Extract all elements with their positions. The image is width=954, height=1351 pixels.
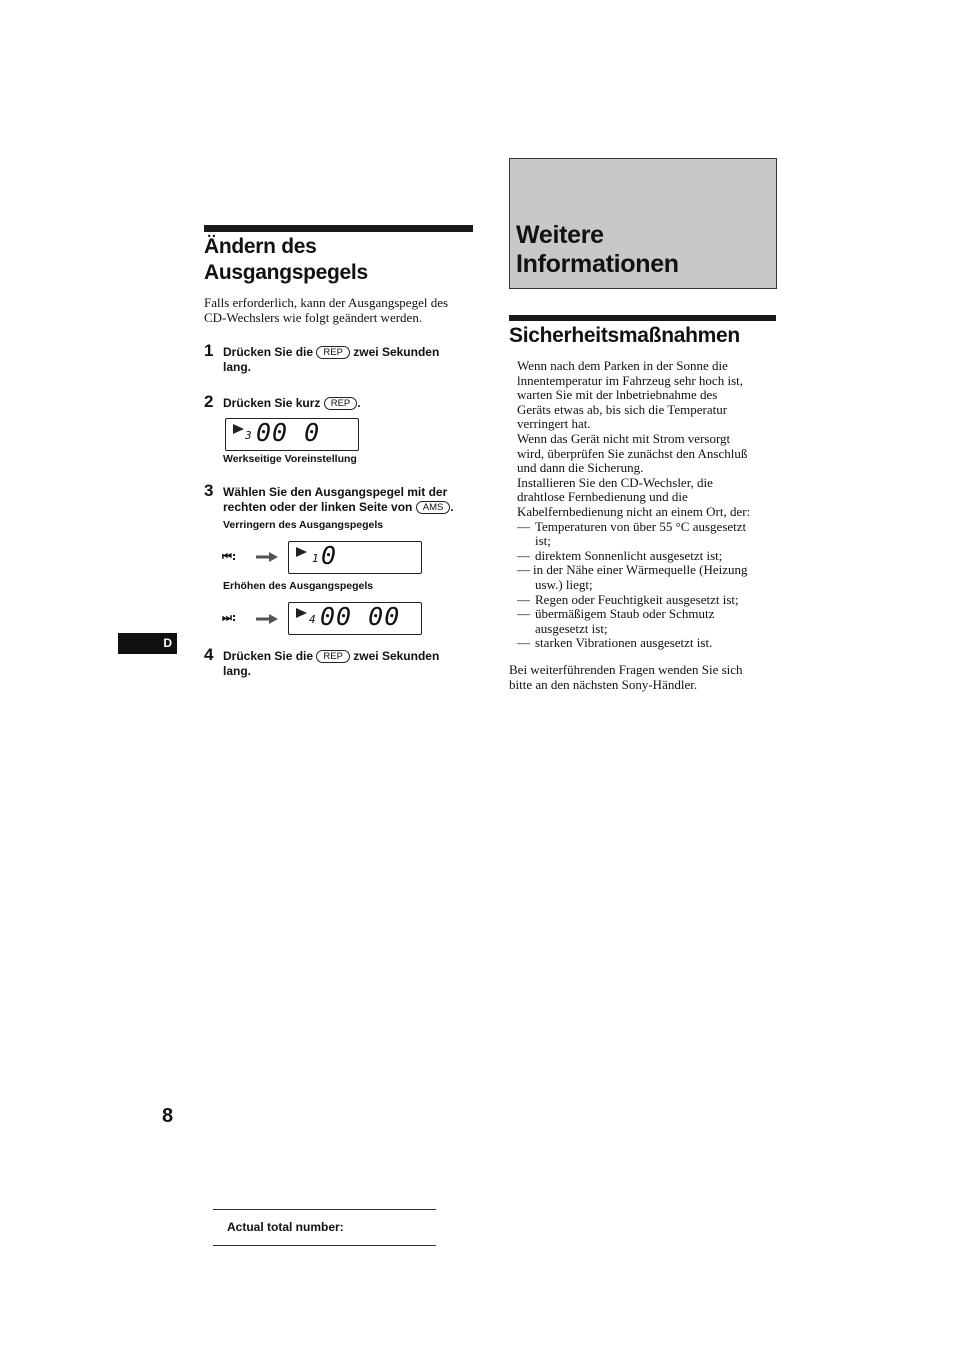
- intro-text: Falls erforderlich, kann der Ausgangspegel des CD-Wechslers wie folgt geändert werden.: [204, 295, 449, 325]
- section-rule: [509, 315, 776, 321]
- step-number: 1: [204, 341, 214, 360]
- list-item: — Temperaturen von über 55 °C ausgesetzt ist;: [517, 518, 747, 549]
- step-number: 2: [204, 392, 214, 411]
- footer-rule-top: [213, 1209, 436, 1210]
- lcd-display-decrease: 1 0: [288, 541, 422, 574]
- play-triangle-icon: [233, 424, 244, 434]
- chapter-title: Weitere Informationen: [516, 221, 679, 278]
- caption-increase: Erhöhen des Ausgangspegels: [223, 580, 374, 592]
- rep-key: REP: [316, 650, 350, 663]
- arrow-right-icon: [256, 552, 278, 562]
- section-heading: Ändern des Ausgangspegels: [204, 235, 368, 284]
- list-item: — starken Vibrationen ausgesetzt ist.: [517, 635, 713, 651]
- language-tab: D: [118, 633, 177, 654]
- prev-track-icon: ⏮:: [222, 550, 237, 563]
- section-heading: Sicherheitsmaßnahmen: [509, 324, 740, 347]
- step-text: Drücken Sie die REP zwei Sekunden lang.: [223, 649, 440, 678]
- chapter-title-box: [509, 158, 777, 289]
- list-item: — direktem Sonnenlicht ausgesetzt ist;: [517, 547, 723, 563]
- page-number: 8: [162, 1105, 174, 1127]
- list-item: — Regen oder Feuchtigkeit ausgesetzt ist;: [517, 591, 739, 607]
- footer-rule-bottom: [213, 1245, 436, 1246]
- next-track-icon: ⏭:: [222, 611, 237, 624]
- rep-key: REP: [324, 397, 358, 410]
- play-triangle-icon: [296, 608, 307, 618]
- list-item: — in der Nähe einer Wärmequelle (Heizung usw.) liegt;: [517, 562, 748, 592]
- safety-text: Wenn nach dem Parken in der Sonne die lnnentemperatur im Fahrzeug sehr hoch ist, warten Sie mit der lnbetriebnahme des Geräts etwas ab, bis sich die Temperatur verringert hat. Wenn das Gerät nicht mit Strom versorgt wird, überprüfen Sie zunächst den Anschluß und dann die Sicherung. Installieren Sie den CD-Wechsler, die drahtlose Fernbedienung und die Kabelfernbedienung nicht an einem Ort, der: — Temperaturen von über 55 °C ausgesetzt ist; — direktem Sonnenlicht ausgesetzt ist; — in der Nähe einer Wärmequelle (Heizung usw.) liegt; — Regen oder Feuchtigkeit ausgesetzt ist; — übermäßigem Staub oder Schmutz ausgesetzt ist; — starken Vibrationen ausgesetzt ist.: [517, 359, 779, 651]
- step-text: Drücken Sie kurz REP .: [223, 396, 361, 410]
- step-number: 3: [204, 481, 214, 500]
- display-caption: Werkseitige Voreinstellung: [223, 453, 357, 465]
- list-item: — übermäßigem Staub oder Schmutz ausgesetzt ist;: [517, 606, 715, 636]
- arrow-right-icon: [256, 614, 278, 624]
- lcd-display-default: 3 00 0: [225, 418, 359, 451]
- step-text: Wählen Sie den Ausgangspegel mit der rechten oder der linken Seite von AMS .: [223, 485, 454, 514]
- closing-text: Bei weiterführenden Fragen wenden Sie sich bitte an den nächsten Sony-Händler.: [509, 662, 743, 692]
- play-triangle-icon: [296, 547, 307, 557]
- section-rule: [204, 225, 473, 232]
- step-number: 4: [204, 645, 214, 664]
- step-text: Drücken Sie die REP zwei Sekunden lang.: [223, 345, 440, 374]
- ams-key: AMS: [416, 501, 451, 514]
- rep-key: REP: [316, 346, 350, 359]
- lcd-display-increase: 4 00 00: [288, 602, 422, 635]
- caption-decrease: Verringern des Ausgangspegels: [223, 519, 384, 531]
- footer-label: Actual total number:: [227, 1220, 344, 1234]
